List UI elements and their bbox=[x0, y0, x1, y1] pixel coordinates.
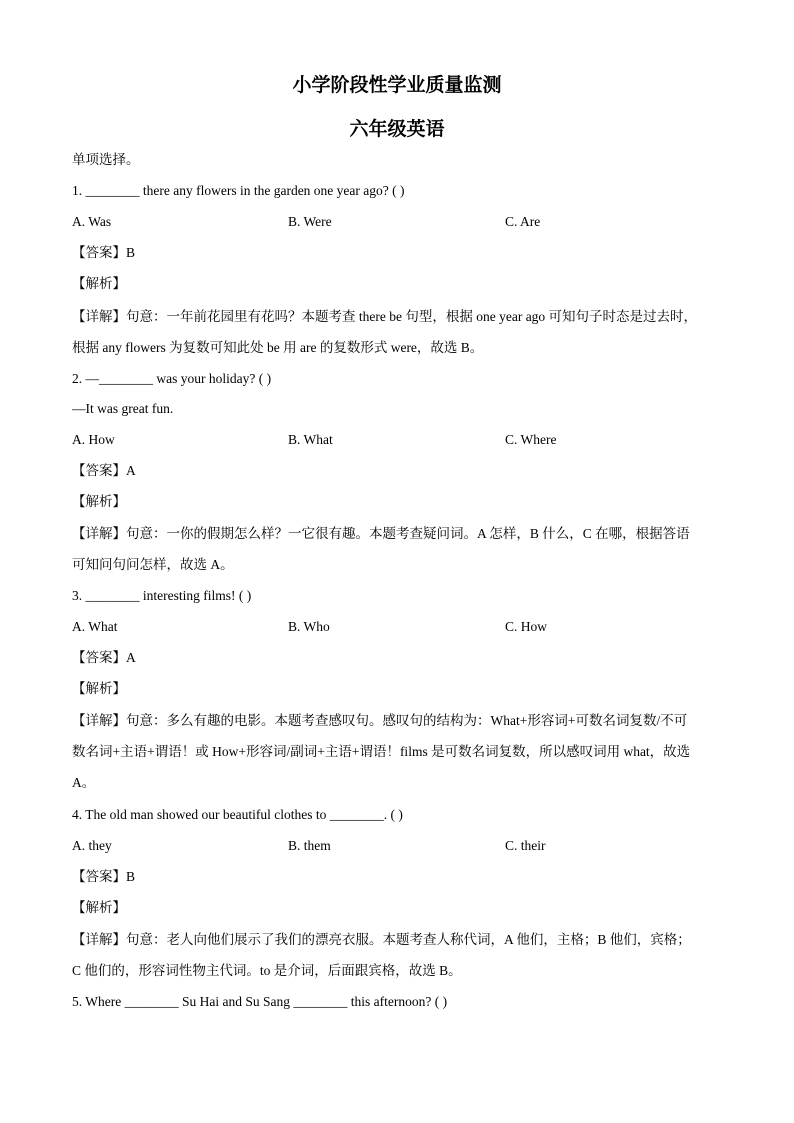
question-4-detail-line-1: 【详解】句意：老人向他们展示了我们的漂亮衣服。本题考查人称代词，A 他们，主格；B 他们，宾格； bbox=[72, 932, 691, 947]
question-2-detail-line-1: 【详解】句意：一你的假期怎么样？一它很有趣。本题考查疑问词。A 怎样，B 什么，C 在哪，根据答语 bbox=[72, 526, 690, 541]
option-c: C. Where bbox=[505, 432, 557, 447]
question-2-reply: —It was great fun. bbox=[72, 401, 174, 416]
option-c: C. How bbox=[505, 619, 548, 634]
option-b: B. What bbox=[288, 432, 333, 447]
question-4-analysis-label: 【解析】 bbox=[72, 900, 126, 915]
question-2-answer: 【答案】A bbox=[72, 463, 136, 478]
option-a: A. What bbox=[72, 619, 118, 634]
question-3-detail-line-3: A。 bbox=[72, 775, 96, 790]
option-c: C. their bbox=[505, 838, 546, 853]
question-3-answer: 【答案】A bbox=[72, 650, 136, 665]
question-2-analysis-label: 【解析】 bbox=[72, 494, 126, 509]
option-a: A. Was bbox=[72, 214, 112, 229]
option-a: A. they bbox=[72, 838, 112, 853]
question-1-detail-line-2: 根据 any flowers 为复数可知此处 be 用 are 的复数形式 were，故选 B。 bbox=[72, 340, 484, 355]
question-4-stem: 4. The old man showed our beautiful clothes to ________. ( ) bbox=[72, 807, 403, 822]
question-1-answer: 【答案】B bbox=[72, 245, 136, 260]
option-b: B. Were bbox=[288, 214, 332, 229]
option-c: C. Are bbox=[505, 214, 541, 229]
option-b: B. them bbox=[288, 838, 331, 853]
question-4-detail-line-2: C 他们的，形容词性物主代词。to 是介词，后面跟宾格，故选 B。 bbox=[72, 963, 462, 978]
question-1-detail-line-1: 【详解】句意：一年前花园里有花吗？本题考查 there be 句型，根据 one year ago 可知句子时态是过去时， bbox=[72, 309, 698, 324]
document-subtitle: 六年级英语 bbox=[349, 119, 445, 140]
question-1-stem: 1. ________ there any flowers in the garden one year ago? ( ) bbox=[72, 183, 405, 198]
question-3-detail-line-2: 数名词+主语+谓语！或 How+形容词/副词+主语+谓语！films 是可数名词复数，所以感叹词用 what，故选 bbox=[72, 744, 691, 759]
question-3-analysis-label: 【解析】 bbox=[72, 681, 126, 696]
question-5-stem: 5. Where ________ Su Hai and Su Sang ________ this afternoon? ( ) bbox=[72, 994, 448, 1009]
question-1-analysis-label: 【解析】 bbox=[72, 276, 126, 291]
option-a: A. How bbox=[72, 432, 115, 447]
question-2-detail-line-2: 可知问句问怎样，故选 A。 bbox=[72, 557, 234, 572]
question-3-detail-line-1: 【详解】句意：多么有趣的电影。本题考查感叹句。感叹句的结构为：What+形容词+可数名词复数/不可 bbox=[72, 713, 688, 728]
section-heading: 单项选择。 bbox=[72, 152, 140, 167]
question-4-answer: 【答案】B bbox=[72, 869, 136, 884]
document-title: 小学阶段性学业质量监测 bbox=[292, 75, 502, 96]
question-2-stem: 2. —________ was your holiday? ( ) bbox=[72, 371, 272, 386]
question-3-stem: 3. ________ interesting films! ( ) bbox=[72, 588, 252, 603]
option-b: B. Who bbox=[288, 619, 330, 634]
